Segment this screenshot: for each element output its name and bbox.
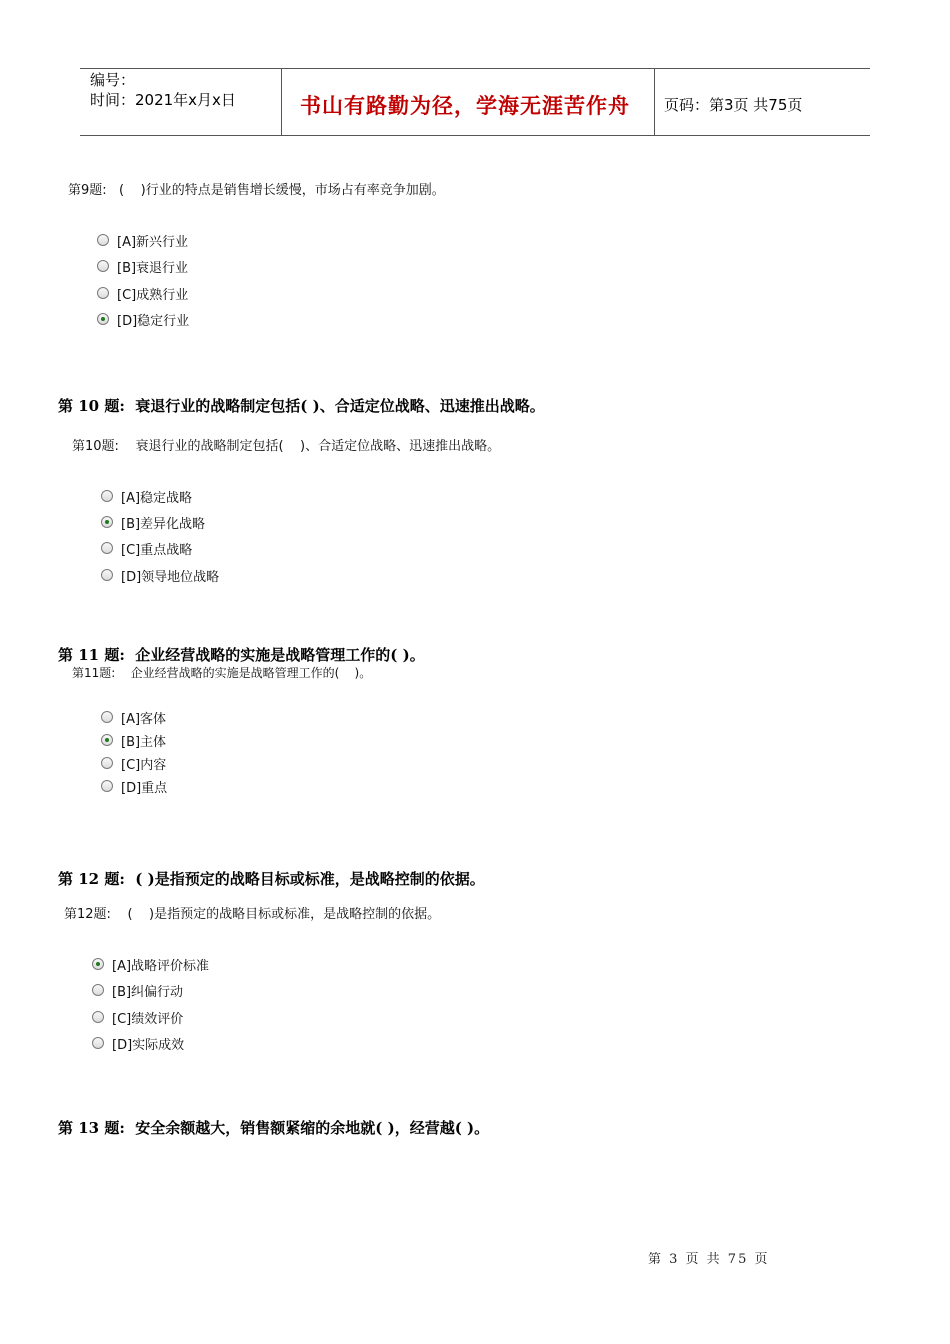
radio-icon[interactable] [97,260,109,272]
option-label: [B]纠偏行动 [112,984,184,1000]
radio-checked-icon[interactable] [101,516,113,528]
option-label: [B]衰退行业 [117,260,189,276]
option-label: [D]领导地位战略 [121,569,220,585]
option-label: [D]重点 [121,780,168,796]
option-row[interactable] [101,776,167,796]
option-row[interactable] [101,730,166,750]
option-label: [C]重点战略 [121,542,193,558]
header-bottom-rule [80,135,870,136]
option-row[interactable] [101,512,205,532]
radio-icon[interactable] [101,711,113,723]
radio-icon[interactable] [101,569,113,581]
header-top-rule [80,68,870,69]
header-divider [281,68,282,136]
question-text: 第9题: ( )行业的特点是销售增长缓慢，市场占有率竞争加剧。 [68,183,445,198]
option-label: [C]内容 [121,757,167,773]
radio-icon[interactable] [97,234,109,246]
radio-icon[interactable] [101,490,113,502]
question-text: 第10题: 衰退行业的战略制定包括( )、合适定位战略、迅速推出战略。 [72,439,501,454]
option-row[interactable] [92,954,209,974]
radio-checked-icon[interactable] [92,958,104,970]
page-footer: 第 3 页 共 75 页 [648,1252,770,1267]
number-label: 编号： [90,71,136,89]
radio-icon[interactable] [101,542,113,554]
header-meta [90,70,236,110]
option-label: [C]成熟行业 [117,287,189,303]
option-label: [B]差异化战略 [121,516,206,532]
option-label: [D]实际成效 [112,1037,185,1053]
option-row[interactable] [101,753,166,773]
question-heading: 第 11 题: 企业经营战略的实施是战略管理工作的( )。 [58,646,425,664]
question-heading: 第 12 题: ( )是指预定的战略目标或标准，是战略控制的依据。 [58,870,485,888]
option-row[interactable] [97,283,188,303]
option-row[interactable] [101,538,192,558]
radio-icon[interactable] [101,757,113,769]
option-label: [B]主体 [121,734,167,750]
option-label: [A]稳定战略 [121,490,193,506]
option-label: [A]新兴行业 [117,234,189,250]
option-row[interactable] [101,707,166,727]
header-page-info: 页码：第3页 共75页 [664,96,803,114]
option-label: [C]绩效评价 [112,1011,184,1027]
radio-icon[interactable] [97,287,109,299]
option-row[interactable] [92,980,183,1000]
header-motto: 书山有路勤为径，学海无涯苦作舟 [300,93,630,118]
question-text: 第12题: ( )是指预定的战略目标或标准，是战略控制的依据。 [64,907,441,922]
option-label: [D]稳定行业 [117,313,190,329]
option-row[interactable] [97,256,188,276]
option-row[interactable] [101,565,219,585]
radio-checked-icon[interactable] [101,734,113,746]
question-heading: 第 10 题: 衰退行业的战略制定包括( )、合适定位战略、迅速推出战略。 [58,397,545,415]
radio-icon[interactable] [92,984,104,996]
option-row[interactable] [101,486,192,506]
question-text: 第11题: 企业经营战略的实施是战略管理工作的( )。 [72,666,372,680]
radio-icon[interactable] [92,1011,104,1023]
option-row[interactable] [92,1007,183,1027]
option-row[interactable] [92,1033,184,1053]
question-heading: 第 13 题: 安全余额越大，销售额紧缩的余地就( )，经营越( )。 [58,1119,490,1137]
radio-checked-icon[interactable] [97,313,109,325]
radio-icon[interactable] [101,780,113,792]
option-label: [A]客体 [121,711,167,727]
option-row[interactable] [97,230,188,250]
time-label: 时间：2021年x月x日 [90,91,236,109]
header-divider [654,68,655,136]
radio-icon[interactable] [92,1037,104,1049]
option-row[interactable] [97,309,189,329]
option-label: [A]战略评价标准 [112,958,210,974]
